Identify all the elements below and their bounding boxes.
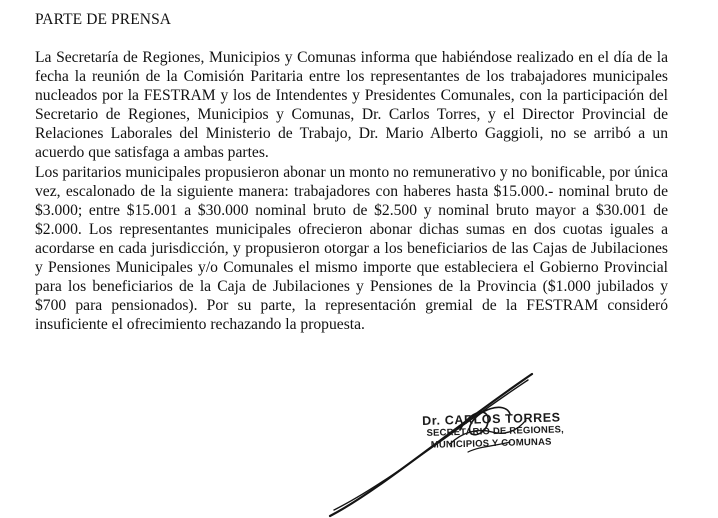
stamp-title-line-1: SECRETARIO DE REGIONES, [426,424,565,439]
paragraph-meeting-outcome: La Secretaría de Regiones, Municipios y Comunas informa que habiéndose realizado en el día de la fecha la reunión de la Comisión Paritaria entre los representantes de los trabajadores municipales nucleados por la FESTRAM y los de Intendentes y Presidentes Comunales, con la participación del Secretario de Regiones, Municipios y Comunas, Dr. Carlos Torres, y el Director Provincial de Relaciones Laborales del Ministerio de Trabajo, Dr. Mario Alberto Gaggioli, no se arribó a un acuerdo que satisfaga a ambas partes. [35,49,668,162]
signature-block [300,370,600,518]
stamp-title-line-2: MUNICIPIOS Y COMUNAS [430,436,552,451]
paragraph-proposals: Los paritarios municipales propusieron abonar un monto no remunerativo y no bonificable, por única vez, escalonado de la siguiente manera: trabajadores con haberes hasta $15.000.- nominal bruto de $3.000; entre $15.001 a $30.000 nominal bruto de $2.500 y nominal bruto mayor a $30.001 de $2.000. Los representantes municipales ofrecieron abonar dichas sumas en dos cuotas iguales a acordarse en cada jurisdicción, y propusieron otorgar a los beneficiarios de las Cajas de Jubilaciones y Pensiones Municipales y/o Comunales el mismo importe que estableciera el Gobierno Provincial para los beneficiarios de la Caja de Jubilaciones y Pensiones de la Provincia ($1.000 jubilados y $700 para pensionados). Por su parte, la representación gremial de la FESTRAM consideró insuficiente el ofrecimiento rechazando la propuesta. [35,163,668,334]
stamp-name: Dr. CARLOS TORRES [422,410,561,428]
document-body [35,48,668,334]
document-heading: PARTE DE PRENSA [35,11,172,28]
official-stamp [422,410,564,452]
